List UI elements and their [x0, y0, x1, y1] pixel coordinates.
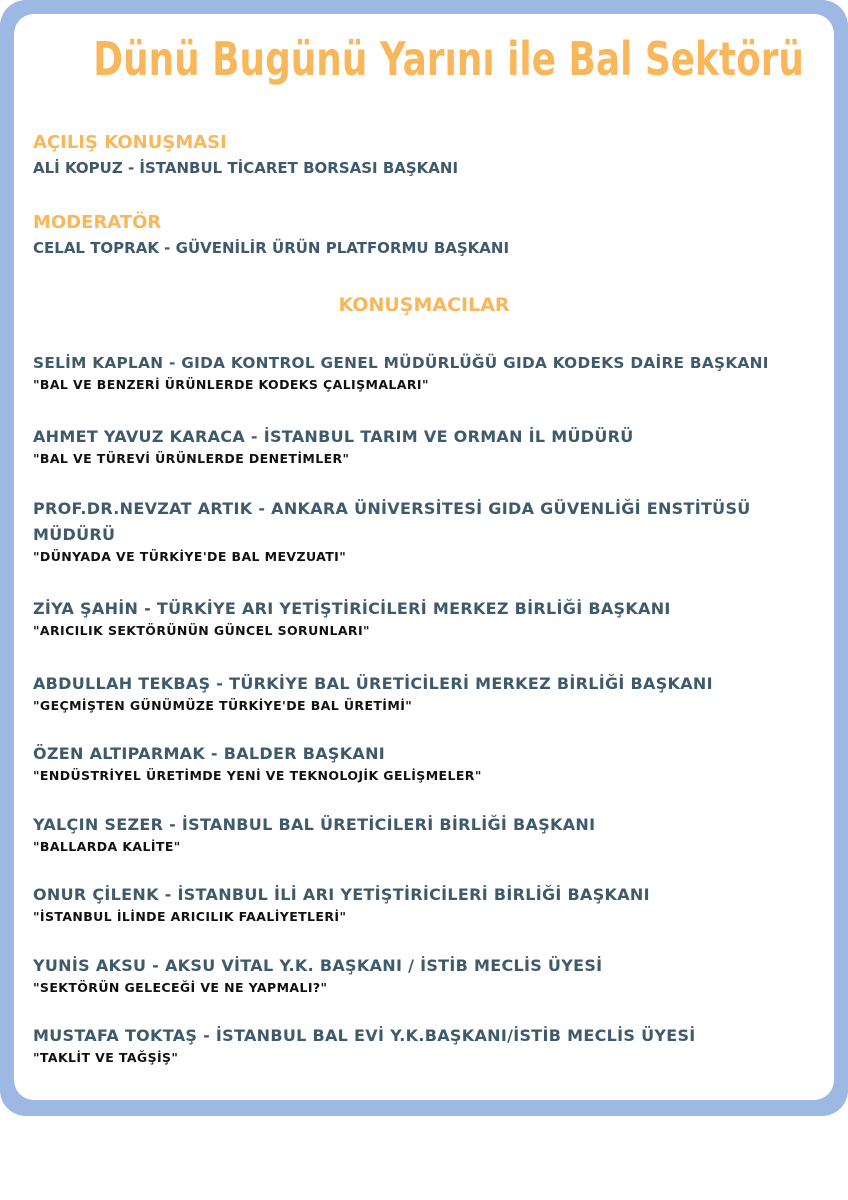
moderator-label: MODERATÖR: [33, 212, 162, 233]
speaker-name: YUNİS AKSU - AKSU VİTAL Y.K. BAŞKANI / İSTİB MECLİS ÜYESİ: [33, 956, 603, 975]
speaker-name: ÖZEN ALTIPARMAK - BALDER BAŞKANI: [33, 744, 386, 763]
speaker-name: ABDULLAH TEKBAŞ - TÜRKİYE BAL ÜRETİCİLERİ MERKEZ BİRLİĞİ BAŞKANI: [33, 674, 713, 693]
speaker-name: PROF.DR.NEVZAT ARTIK - ANKARA ÜNİVERSİTESİ GIDA GÜVENLİĞİ ENSTİTÜSÜ MÜDÜRÜ: [33, 499, 751, 544]
speaker-item: [33, 953, 823, 997]
speaker-item: [33, 671, 823, 715]
moderator-section: [33, 212, 823, 257]
speaker-name: SELİM KAPLAN - GIDA KONTROL GENEL MÜDÜRLÜĞÜ GIDA KODEKS DAİRE BAŞKANI: [33, 354, 769, 372]
speaker-name: ZİYA ŞAHİN - TÜRKİYE ARI YETİŞTİRİCİLERİ MERKEZ BİRLİĞİ BAŞKANI: [33, 599, 671, 618]
speaker-topic: "TAKLİT VE TAĞŞİŞ": [33, 1050, 179, 1065]
speaker-topic: "SEKTÖRÜN GELECEĞİ VE NE YAPMALI?": [33, 980, 328, 995]
speaker-topic: "DÜNYADA VE TÜRKİYE'DE BAL MEVZUATI": [33, 549, 347, 564]
speaker-topic: "İSTANBUL İLİNDE ARICILIK FAALİYETLERİ": [33, 909, 347, 924]
opening-section: [33, 132, 823, 177]
speaker-item: [33, 424, 823, 468]
opening-label: AÇILIŞ KONUŞMASI: [33, 132, 227, 153]
speaker-name: MUSTAFA TOKTAŞ - İSTANBUL BAL EVİ Y.K.BAŞKANI/İSTİB MECLİS ÜYESİ: [33, 1026, 696, 1045]
speaker-topic: "BALLARDA KALİTE": [33, 839, 181, 854]
speaker-item: [33, 812, 823, 856]
speaker-topic: "ARICILIK SEKTÖRÜNÜN GÜNCEL SORUNLARI": [33, 623, 370, 638]
speaker-name: AHMET YAVUZ KARACA - İSTANBUL TARIM VE ORMAN İL MÜDÜRÜ: [33, 427, 634, 446]
speaker-topic: "GEÇMİŞTEN GÜNÜMÜZE TÜRKİYE'DE BAL ÜRETİMİ": [33, 698, 413, 713]
speaker-topic: "ENDÜSTRİYEL ÜRETİMDE YENİ VE TEKNOLOJİK GELİŞMELER": [33, 768, 482, 783]
speaker-item: [33, 596, 823, 640]
speaker-name: YALÇIN SEZER - İSTANBUL BAL ÜRETİCİLERİ BİRLİĞİ BAŞKANI: [33, 815, 596, 834]
speaker-topic: "BAL VE TÜREVİ ÜRÜNLERDE DENETİMLER": [33, 451, 350, 466]
speaker-item: [33, 882, 823, 926]
opening-person: ALİ KOPUZ - İSTANBUL TİCARET BORSASI BAŞKANI: [33, 159, 459, 177]
speaker-item: [33, 1023, 823, 1067]
speaker-item: [33, 741, 823, 785]
speaker-item: [33, 350, 823, 394]
moderator-person: CELAL TOPRAK - GÜVENİLİR ÜRÜN PLATFORMU BAŞKANI: [33, 239, 510, 257]
speaker-topic: "BAL VE BENZERİ ÜRÜNLERDE KODEKS ÇALIŞMALARI": [33, 377, 429, 392]
speaker-item: [33, 496, 793, 566]
speaker-name: ONUR ÇİLENK - İSTANBUL İLİ ARI YETİŞTİRİCİLERİ BİRLİĞİ BAŞKANI: [33, 885, 650, 904]
speakers-heading: KONUŞMACILAR: [338, 294, 510, 316]
page-title: Dünü Bugünü Yarını ile Bal Sektörü: [93, 32, 804, 86]
